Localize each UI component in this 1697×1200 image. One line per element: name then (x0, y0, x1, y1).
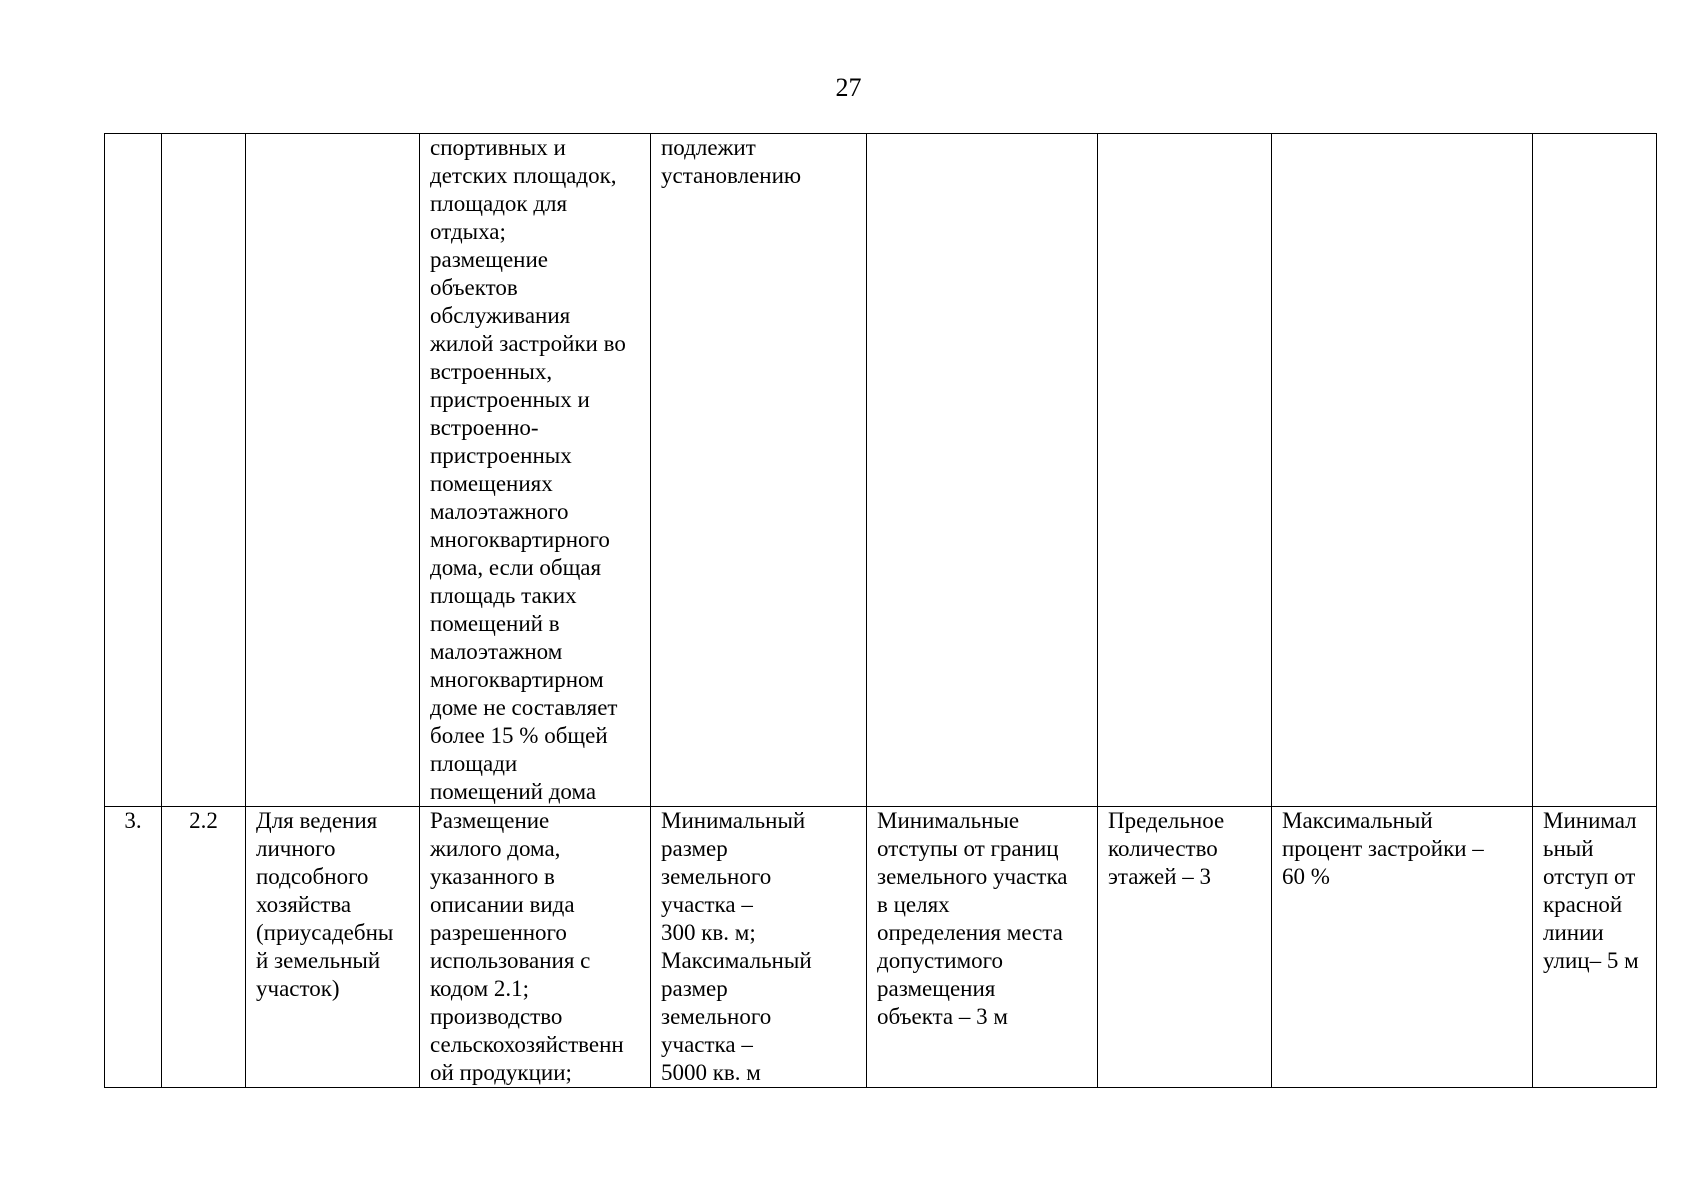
cell-coverage: Максимальный процент застройки – 60 % (1272, 807, 1533, 1088)
cell-setbacks: Минимальные отступы от границ земельного участка в целях определения места допустимого размещения объекта – 3 м (867, 807, 1098, 1088)
cell-row-number (105, 134, 162, 807)
cell-plot-size: Минимальный размер земельного участка – 300 кв. м; Максимальный размер земельного участка – 5000 кв. м (651, 807, 867, 1088)
cell-floors (1098, 134, 1272, 807)
cell-use-description: спортивных и детских площадок, площадок для отдыха; размещение объектов обслуживания жилой застройки во встроенных, пристроенных и встроенно- пристроенных помещениях малоэтажного многоквартирного дома, если общая площадь таких помещений в малоэтажном многоквартирном доме не составляет более 15 % общей площади помещений дома (420, 134, 651, 807)
cell-use-description: Размещение жилого дома, указанного в описании вида разрешенного использования с кодом 2.1; производство сельскохозяйственн ой продукции; (420, 807, 651, 1088)
cell-setbacks (867, 134, 1098, 807)
page-number: 27 (835, 73, 862, 102)
cell-use-type: Для ведения личного подсобного хозяйства (приусадебны й земельный участок) (246, 807, 420, 1088)
regulations-table (104, 133, 1657, 1088)
cell-plot-size: подлежит установлению (651, 134, 867, 807)
table-row (105, 134, 1657, 807)
cell-red-line: Минимал ьный отступ от красной линии улиц– 5 м (1533, 807, 1657, 1088)
table-row (105, 807, 1657, 1088)
cell-red-line (1533, 134, 1657, 807)
cell-use-type (246, 134, 420, 807)
cell-floors: Предельное количество этажей – 3 (1098, 807, 1272, 1088)
cell-code: 2.2 (162, 807, 246, 1088)
cell-code (162, 134, 246, 807)
cell-row-number: 3. (105, 807, 162, 1088)
cell-coverage (1272, 134, 1533, 807)
